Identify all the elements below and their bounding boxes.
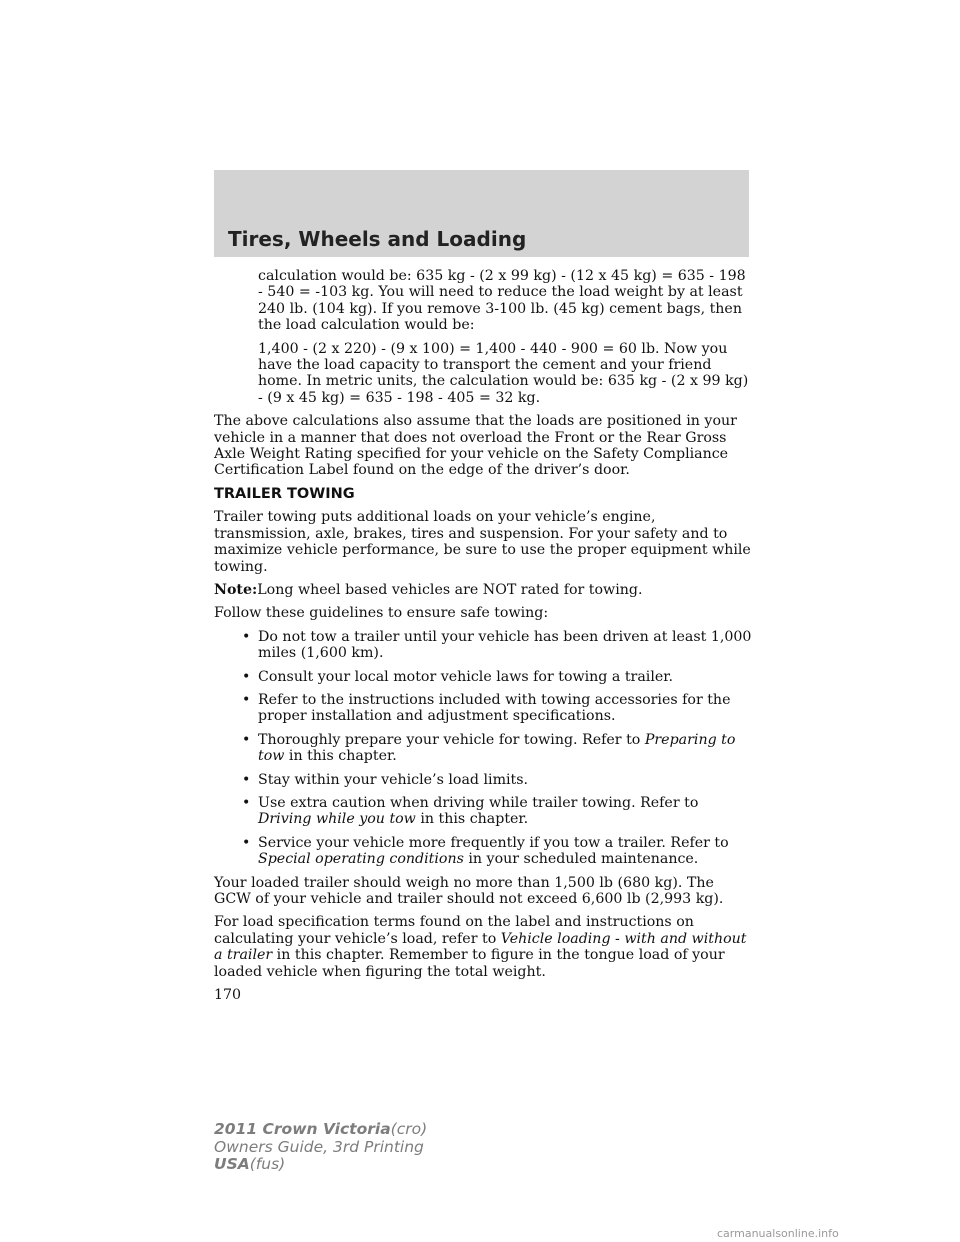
- bullet-icon: •: [242, 794, 251, 811]
- guideline-text: Use extra caution when driving while trailer towing. Refer to: [258, 794, 699, 811]
- bullet-icon: •: [242, 628, 251, 645]
- cross-reference-driving-while-you-tow: Driving while you tow: [258, 811, 416, 828]
- load-spec-tail: in this chapter. Remember to figure in the tongue load of your loaded vehicle when figuring the total weight.: [214, 947, 725, 980]
- bullet-icon: •: [242, 691, 251, 708]
- guideline-item: [214, 732, 754, 765]
- trailer-towing-heading: TRAILER TOWING: [214, 485, 355, 502]
- page-number: 170: [214, 987, 242, 1004]
- guideline-text: Thoroughly prepare your vehicle for towing. Refer to: [258, 731, 645, 748]
- calculation-result-paragraph: 1,400 - (2 x 220) - (9 x 100) = 1,400 - 440 - 900 = 60 lb. Now you have the load capacity to transport the cement and your friend home. In metric units, the calculation would be: 635 kg - (2 x 99 kg) - (9 x 45 kg) = 635 - 198 - 405 = 32 kg.: [258, 340, 749, 406]
- bullet-icon: •: [242, 834, 251, 851]
- note-label: Note:: [214, 581, 258, 598]
- note-paragraph: [214, 582, 754, 598]
- guideline-text-tail: in this chapter.: [415, 811, 529, 828]
- guideline-text: Consult your local motor vehicle laws for towing a trailer.: [258, 668, 674, 685]
- footer-line-guide: Owners Guide, 3rd Printing: [214, 1137, 424, 1156]
- guideline-text-tail: in your scheduled maintenance.: [463, 851, 699, 868]
- trailer-weight-limit-paragraph: Your loaded trailer should weigh no more than 1,500 lb (680 kg). The GCW of your vehicle and trailer should not exceed 6,600 lb (2,993 kg).: [214, 874, 724, 907]
- footer-line-model: [214, 1121, 427, 1139]
- calculation-continued-paragraph: calculation would be: 635 kg - (2 x 99 kg) - (12 x 45 kg) = 635 - 198 - 540 = -103 kg. You will need to reduce the load weight by at least 240 lb. (104 kg). If you remove 3-100 lb. (45 kg) cement bags, then the load calculation would be:: [258, 268, 746, 334]
- cross-reference-preparing-to-tow: Preparing to tow: [258, 731, 736, 765]
- cross-reference-vehicle-loading: Vehicle loading - with and without a trailer: [214, 930, 747, 964]
- bullet-icon: •: [242, 668, 251, 685]
- guideline-text: Service your vehicle more frequently if you tow a trailer. Refer to: [258, 834, 729, 851]
- footer-model-code: (cro): [390, 1120, 428, 1138]
- guideline-item: [214, 795, 754, 828]
- cross-reference-special-operating-conditions: Special operating conditions: [258, 851, 464, 868]
- section-title: Tires, Wheels and Loading: [228, 227, 527, 251]
- guideline-item: [214, 669, 754, 685]
- guideline-text: Refer to the instructions included with towing accessories for the proper installation and adjustment specifications.: [258, 691, 731, 725]
- footer-market: USA: [214, 1155, 250, 1173]
- guideline-text: Stay within your vehicle’s load limits.: [258, 771, 529, 788]
- guideline-item: [214, 692, 754, 725]
- guideline-item: [214, 772, 754, 788]
- load-position-paragraph: The above calculations also assume that the loads are positioned in your vehicle in a manner that does not overload the Front or the Rear Gross Axle Weight Rating specified for your vehicle on the Safety Compliance Certification Label found on the edge of the driver’s door.: [214, 413, 737, 479]
- bullet-icon: •: [242, 731, 251, 748]
- guideline-item: [214, 835, 754, 868]
- load-specification-paragraph: [214, 914, 754, 980]
- bullet-icon: •: [242, 771, 251, 788]
- load-spec-text: For load specification terms found on the label and instructions on calculating your vehicle’s load, refer to: [214, 914, 694, 947]
- section-header-band: [214, 170, 749, 257]
- footer-market-code: (fus): [249, 1155, 286, 1173]
- footer-model: 2011 Crown Victoria: [214, 1120, 391, 1138]
- page-content: [214, 268, 754, 1003]
- footer-line-market: [214, 1156, 427, 1174]
- watermark: carmanualsonline.info: [717, 1227, 839, 1240]
- note-text: Long wheel based vehicles are NOT rated for towing.: [257, 581, 643, 598]
- guideline-text-tail: in this chapter.: [284, 748, 397, 765]
- trailer-intro-paragraph: Trailer towing puts additional loads on your vehicle’s engine, transmission, axle, brakes, tires and suspension. For your safety and to maximize vehicle performance, be sure to use the proper equipment while towing.: [214, 509, 751, 575]
- guidelines-intro: Follow these guidelines to ensure safe towing:: [214, 605, 549, 622]
- guideline-text: Do not tow a trailer until your vehicle has been driven at least 1,000 miles (1,600 km).: [258, 628, 752, 662]
- document-footer: [214, 1121, 427, 1174]
- guideline-item: [214, 629, 754, 662]
